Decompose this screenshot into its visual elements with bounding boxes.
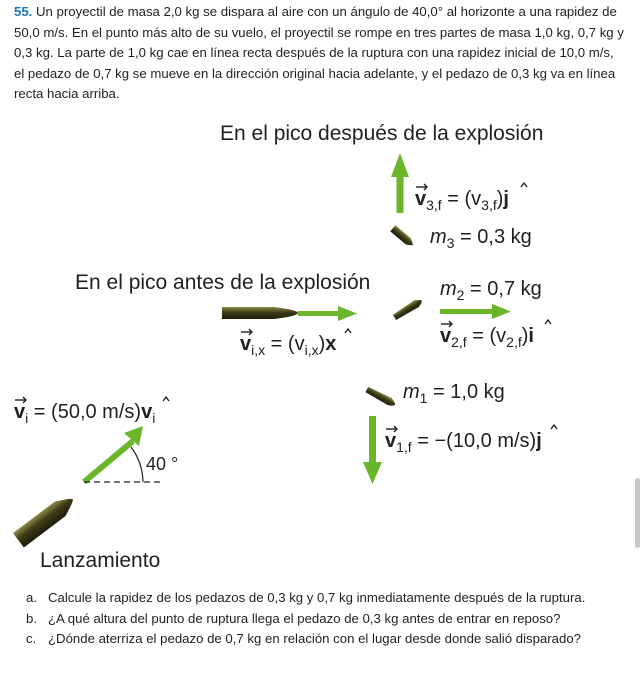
m1-label: $m_1 = 1,0$ kg: [403, 381, 505, 406]
question-text: ¿A qué altura del punto de ruptura llega el pedazo de 0,3 kg antes de entrar en reposo?: [48, 610, 561, 626]
launch-velocity-arrow: [84, 426, 143, 482]
projectile-before: [222, 307, 298, 319]
problem-text: Un proyectil de masa 2,0 kg se dispara al aire con un ángulo de 40,0° al horizonte a una rapidez de 50,0 m/s. En el punto más alto de su vuelo, el proyectil se rompe en tres partes de masa 1,0 kg, 0,7 kg y 0,3 kg. La parte de 1,0 kg cae en línea recta después de la ruptura con una rapidez inicial de 10,0 m/s, el pedazo de 0,7 kg se mueve en la dirección original hacia adelante, y el pedazo de 0,3 kg va en línea recta hacia arriba.: [14, 4, 624, 101]
launch-label: Lanzamiento: [40, 549, 161, 572]
question-text: Calcule la rapidez de los pedazos de 0,3 kg y 0,7 kg inmediatamente después de la ruptura.: [48, 590, 586, 605]
vi-formula: $v_i = (50,0$ $m/s)v_i$: [14, 401, 156, 426]
title-after-explosion: En el pico después de la explosión: [220, 122, 544, 145]
question-item: [26, 609, 626, 630]
question-letter: b.: [26, 610, 37, 626]
v3f-formula: $v_{3,f} = (v_{3,f})j$: [415, 188, 509, 213]
question-list: [26, 588, 626, 650]
fragment-m3: [390, 225, 415, 248]
title-before-explosion: En el pico antes de la explosión: [75, 271, 371, 294]
vix-formula: $v_{i,x} = (v_{i,x})x$: [240, 333, 337, 358]
question-item: [26, 629, 626, 650]
v2f-formula: $v_{2,f} = (v_{2,f})i$: [440, 325, 534, 350]
question-item: [26, 588, 626, 609]
m2-label: $m_2 = 0,7$ kg: [440, 278, 542, 303]
angle-label: 40 °: [146, 454, 179, 474]
question-text: ¿Dónde aterriza el pedazo de 0,7 kg en relación con el lugar desde donde salió disparado?: [48, 631, 581, 646]
question-letter: a.: [26, 590, 37, 605]
angle-arc: [131, 447, 143, 482]
v2f-arrow: [440, 304, 511, 319]
fragment-m2: [392, 297, 423, 321]
projectile-launch: [13, 492, 78, 547]
problem-number: 55.: [14, 4, 33, 19]
fragment-m1: [365, 386, 397, 408]
v1f-arrow: [363, 416, 382, 484]
question-letter: c.: [26, 631, 37, 646]
scrollbar[interactable]: [635, 478, 640, 548]
m3-label: $m_3 = 0,3$ kg: [430, 226, 532, 251]
vix-arrow: [298, 306, 357, 321]
v3f-arrow: [391, 153, 409, 213]
v1f-formula: $v_{1,f} = -(10,0$ m/s)j: [385, 430, 542, 455]
